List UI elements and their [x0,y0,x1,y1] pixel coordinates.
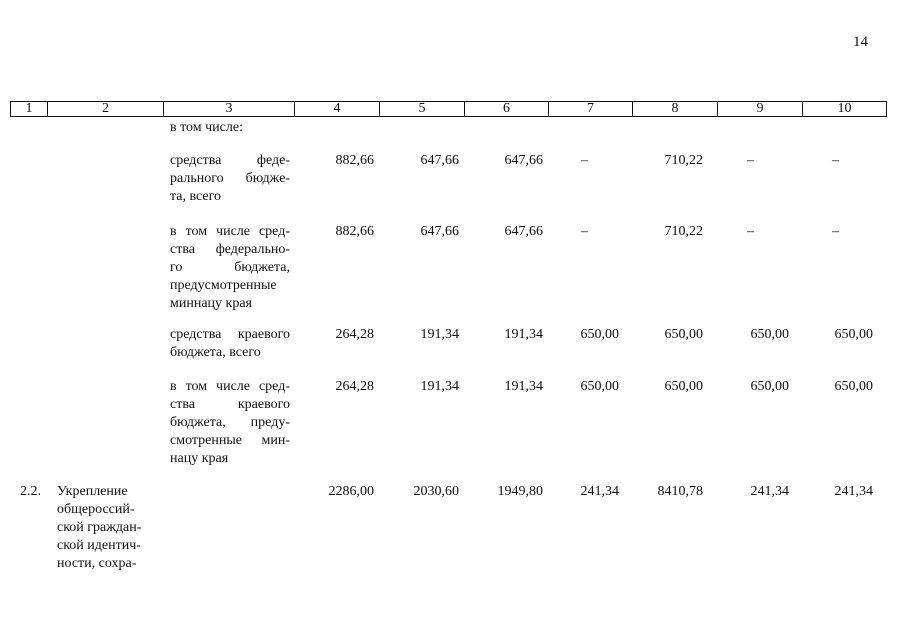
value-col-5: 647,66 [420,153,459,168]
header-col-8: 8 [633,102,718,117]
header-col-6: 6 [465,102,549,117]
value-col-8: 710,22 [664,224,703,239]
value-col-4: 2286,00 [328,484,374,499]
value-col-5: 191,34 [420,327,459,342]
desc-line: смотренные мин- [170,433,290,448]
value-col-10: – [832,224,839,239]
value-col-6: 647,66 [504,224,543,239]
value-col-10: – [832,153,839,168]
value-col-8: 710,22 [664,153,703,168]
value-col-9: 650,00 [750,379,789,394]
desc-line: в том числе сред- [170,224,290,239]
value-col-4: 882,66 [335,153,374,168]
desc-line: та, всего [170,189,222,204]
value-col-8: 650,00 [664,327,703,342]
value-col-9: – [747,153,754,168]
value-col-5: 2030,60 [413,484,459,499]
header-col-10: 10 [803,102,887,117]
desc-line: нацу края [170,451,229,466]
value-col-6: 647,66 [504,153,543,168]
row-description [170,223,290,313]
desc-line: бюджета, преду- [170,415,290,430]
name-line: ской идентич- [57,538,141,553]
value-col-4: 264,28 [335,327,374,342]
name-line: ской граждан- [57,520,142,535]
desc-line: рального бюдже- [170,171,290,186]
desc-line: предусмотренные [170,278,277,293]
desc-line: миннацу края [170,296,252,311]
value-col-10: 650,00 [834,327,873,342]
desc-line: го бюджета, [170,260,290,275]
header-col-5: 5 [380,102,465,117]
value-col-7: – [581,153,588,168]
row-description [170,378,290,468]
desc-line: в том числе сред- [170,379,290,394]
header-col-9: 9 [718,102,803,117]
value-col-4: 264,28 [335,379,374,394]
header-col-1: 1 [11,102,48,117]
row-description [170,326,290,362]
row-description [170,152,290,206]
value-col-6: 191,34 [504,379,543,394]
header-col-2: 2 [48,102,164,117]
header-col-3: 3 [164,102,295,117]
value-col-7: 241,34 [580,484,619,499]
name-line: Укрепление [57,484,128,499]
value-col-7: – [581,224,588,239]
value-col-6: 1949,80 [497,484,543,499]
value-col-8: 650,00 [664,379,703,394]
value-col-5: 191,34 [420,379,459,394]
value-col-7: 650,00 [580,379,619,394]
value-col-6: 191,34 [504,327,543,342]
value-col-9: – [747,224,754,239]
item-number: 2.2. [20,484,41,499]
desc-line: средства краевого [170,327,290,342]
name-line: ности, сохра- [57,556,137,571]
value-col-10: 241,34 [834,484,873,499]
page-number: 14 [853,34,868,50]
value-col-7: 650,00 [580,327,619,342]
value-col-5: 647,66 [420,224,459,239]
value-col-10: 650,00 [834,379,873,394]
desc-line: ства федерально- [170,242,290,257]
desc-line: средства феде- [170,153,290,168]
header-col-7: 7 [549,102,633,117]
column-number-header [10,101,887,117]
desc-line: ства краевого [170,397,290,412]
name-line: общероссий- [57,502,135,517]
value-col-8: 8410,78 [657,484,703,499]
item-name [57,483,157,573]
row-description [170,119,290,137]
header-col-4: 4 [295,102,380,117]
value-col-4: 882,66 [335,224,374,239]
desc-line: в том числе: [170,120,243,135]
desc-line: бюджета, всего [170,345,261,360]
value-col-9: 241,34 [750,484,789,499]
value-col-9: 650,00 [750,327,789,342]
